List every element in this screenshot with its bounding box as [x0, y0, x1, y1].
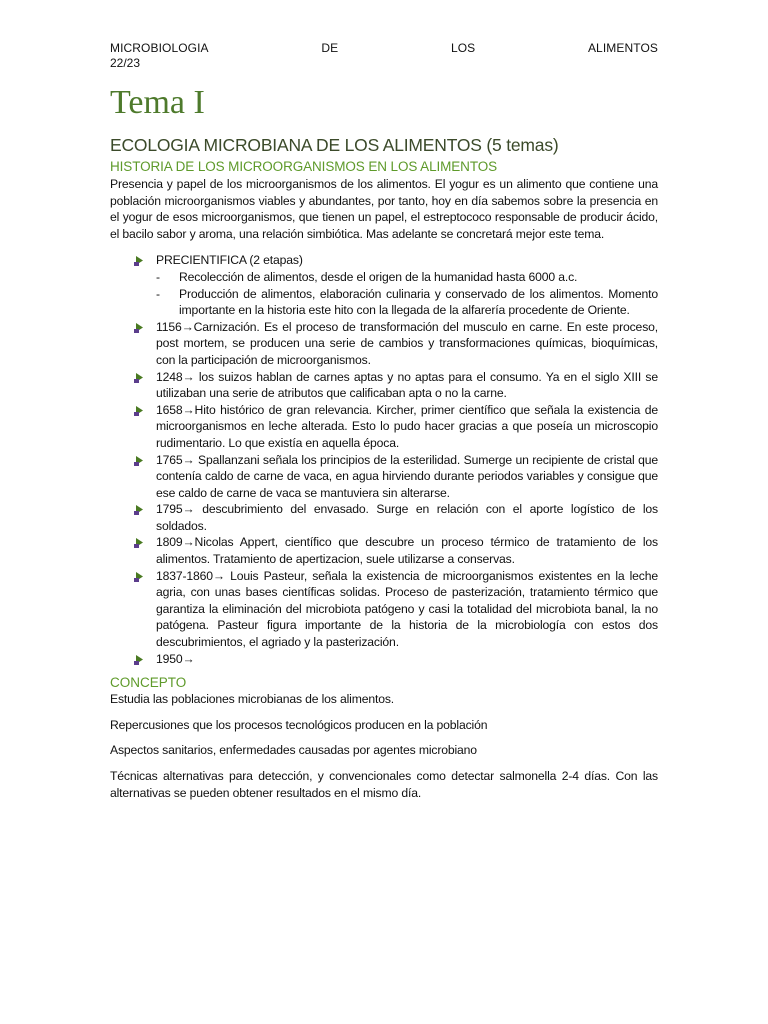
list-item-text: 1658→Hito histórico de gran relevancia. Kircher, primer científico que señala la existencia de microorganismos en leche alterada. Esto lo pudo hacer gracias a que poseía un microscopio rudimentario. Lo que existía en aquella época. — [156, 402, 658, 450]
concept-paragraph: Repercusiones que los procesos tecnológicos producen en la población — [110, 717, 488, 732]
list-item — [110, 651, 658, 668]
concept-paragraph: Estudia las poblaciones microbianas de los alimentos. — [110, 692, 395, 707]
arrow-bullet-icon — [134, 455, 145, 466]
sub-list — [156, 269, 658, 319]
list-item — [110, 319, 658, 369]
sub-list-item: - Recolección de alimentos, desde el origen de la humanidad hasta 6000 a.c. — [156, 269, 578, 284]
list-item-text: 1809→Nicolas Appert, científico que descubre un proceso térmico de tratamiento de los alimentos. Tratamiento de apertizacion, suele utilizarse a conservas. — [156, 535, 658, 567]
arrow-bullet-icon — [134, 255, 145, 266]
concept-heading: CONCEPTO — [110, 675, 187, 691]
header-date: 22/23 — [110, 56, 141, 70]
list-item — [110, 452, 658, 502]
document-page — [110, 40, 658, 801]
concept-paragraph: Aspectos sanitarios, enfermedades causadas por agentes microbiano — [110, 743, 477, 758]
list-item-text: 1248→ los suizos hablan de carnes aptas y no aptas para el consumo. Ya en el siglo XIII se utilizaban una serie de atributos que calificaban apta o no la carne. — [156, 369, 658, 401]
arrow-bullet-icon — [134, 504, 145, 515]
header-word: ALIMENTOS — [587, 41, 658, 55]
arrow-bullet-icon — [134, 405, 145, 416]
page-title: Tema I — [110, 84, 205, 121]
list-item-text: 1795→ descubrimiento del envasado. Surge en relación con el aporte logístico de los soldados. — [156, 502, 658, 533]
header-word: LOS — [450, 41, 476, 55]
subsection-heading: HISTORIA DE LOS MICROORGANISMOS EN LOS ALIMENTOS — [110, 159, 498, 174]
list-item — [110, 369, 658, 402]
arrow-bullet-icon — [134, 372, 145, 383]
concept-paragraph: Técnicas alternativas para detección, y convencionales como detectar salmonella 2-4 días. Con las alternativas se pueden obtener resultados en el mismo día. — [110, 769, 658, 800]
sub-list-item-text: Producción de alimentos, elaboración culinaria y conservado de los alimentos. Momento importante en la historia este hito con la llegada de la alfarería procedente de Oriente. — [179, 286, 658, 318]
header-word: MICROBIOLOGIA — [110, 41, 209, 55]
sub-list-item-text: Recolección de alimentos, desde el origen de la humanidad hasta 6000 a.c. — [179, 269, 578, 284]
arrow-bullet-icon — [134, 654, 145, 665]
list-item — [110, 568, 658, 651]
history-list — [110, 252, 658, 667]
sub-list-item: - Producción de alimentos, elaboración culinaria y conservado de los alimentos. Momento importante en la historia este hito con la llegada de la alfarería procedente de Oriente. — [156, 286, 658, 318]
header-word: DE — [321, 41, 339, 55]
intro-paragraph: Presencia y papel de los microorganismos de los alimentos. El yogur es un alimento que contiene una población microorganismos viables y abundantes, por tanto, hoy en día sabemos sobre la presencia en el yogur de esos microorganismos, que tienen un papel, el estreptococo responsable de producir ácido, el bacilo sabor y aroma, una relación simbiótica. Mas adelante se concretará mejor este tema. — [110, 177, 658, 241]
list-item — [110, 252, 658, 318]
list-item-text: PRECIENTIFICA (2 etapas) — [156, 253, 303, 268]
running-header — [110, 40, 658, 56]
list-item — [110, 402, 658, 452]
list-item-text: 1765→ Spallanzani señala los principios de la esterilidad. Sumerge un recipiente de cristal que contenía caldo de carne de vaca, en agua hirviendo durante periodos variables y consigue que ese caldo de carne de vaca se mantuviera sin alterarse. — [156, 452, 658, 500]
arrow-bullet-icon — [134, 571, 145, 582]
list-item — [110, 534, 658, 567]
list-item — [110, 501, 658, 534]
list-item-text: 1156→Carnización. Es el proceso de transformación del musculo en carne. En este proceso, post mortem, se producen una serie de cambios y transformaciones químicas, bioquímicas, con la participación de microorganismos. — [156, 319, 658, 367]
list-item-text: 1950→ — [156, 651, 195, 666]
section-heading: ECOLOGIA MICROBIANA DE LOS ALIMENTOS (5 temas) — [110, 135, 559, 155]
arrow-bullet-icon — [134, 322, 145, 333]
arrow-bullet-icon — [134, 537, 145, 548]
list-item-text: 1837-1860→ Louis Pasteur, señala la existencia de microorganismos existentes en la leche agria, con unas bases científicas solidas. Proceso de pasterización, tratamiento térmico que garantiza la eliminación del microbiota patógeno y casi la totalidad del microbiota banal, la no patógena. Pasteur figura importante de la historia de la microbiología con estos dos descubrimientos, el agriado y la pasterización. — [156, 568, 658, 650]
